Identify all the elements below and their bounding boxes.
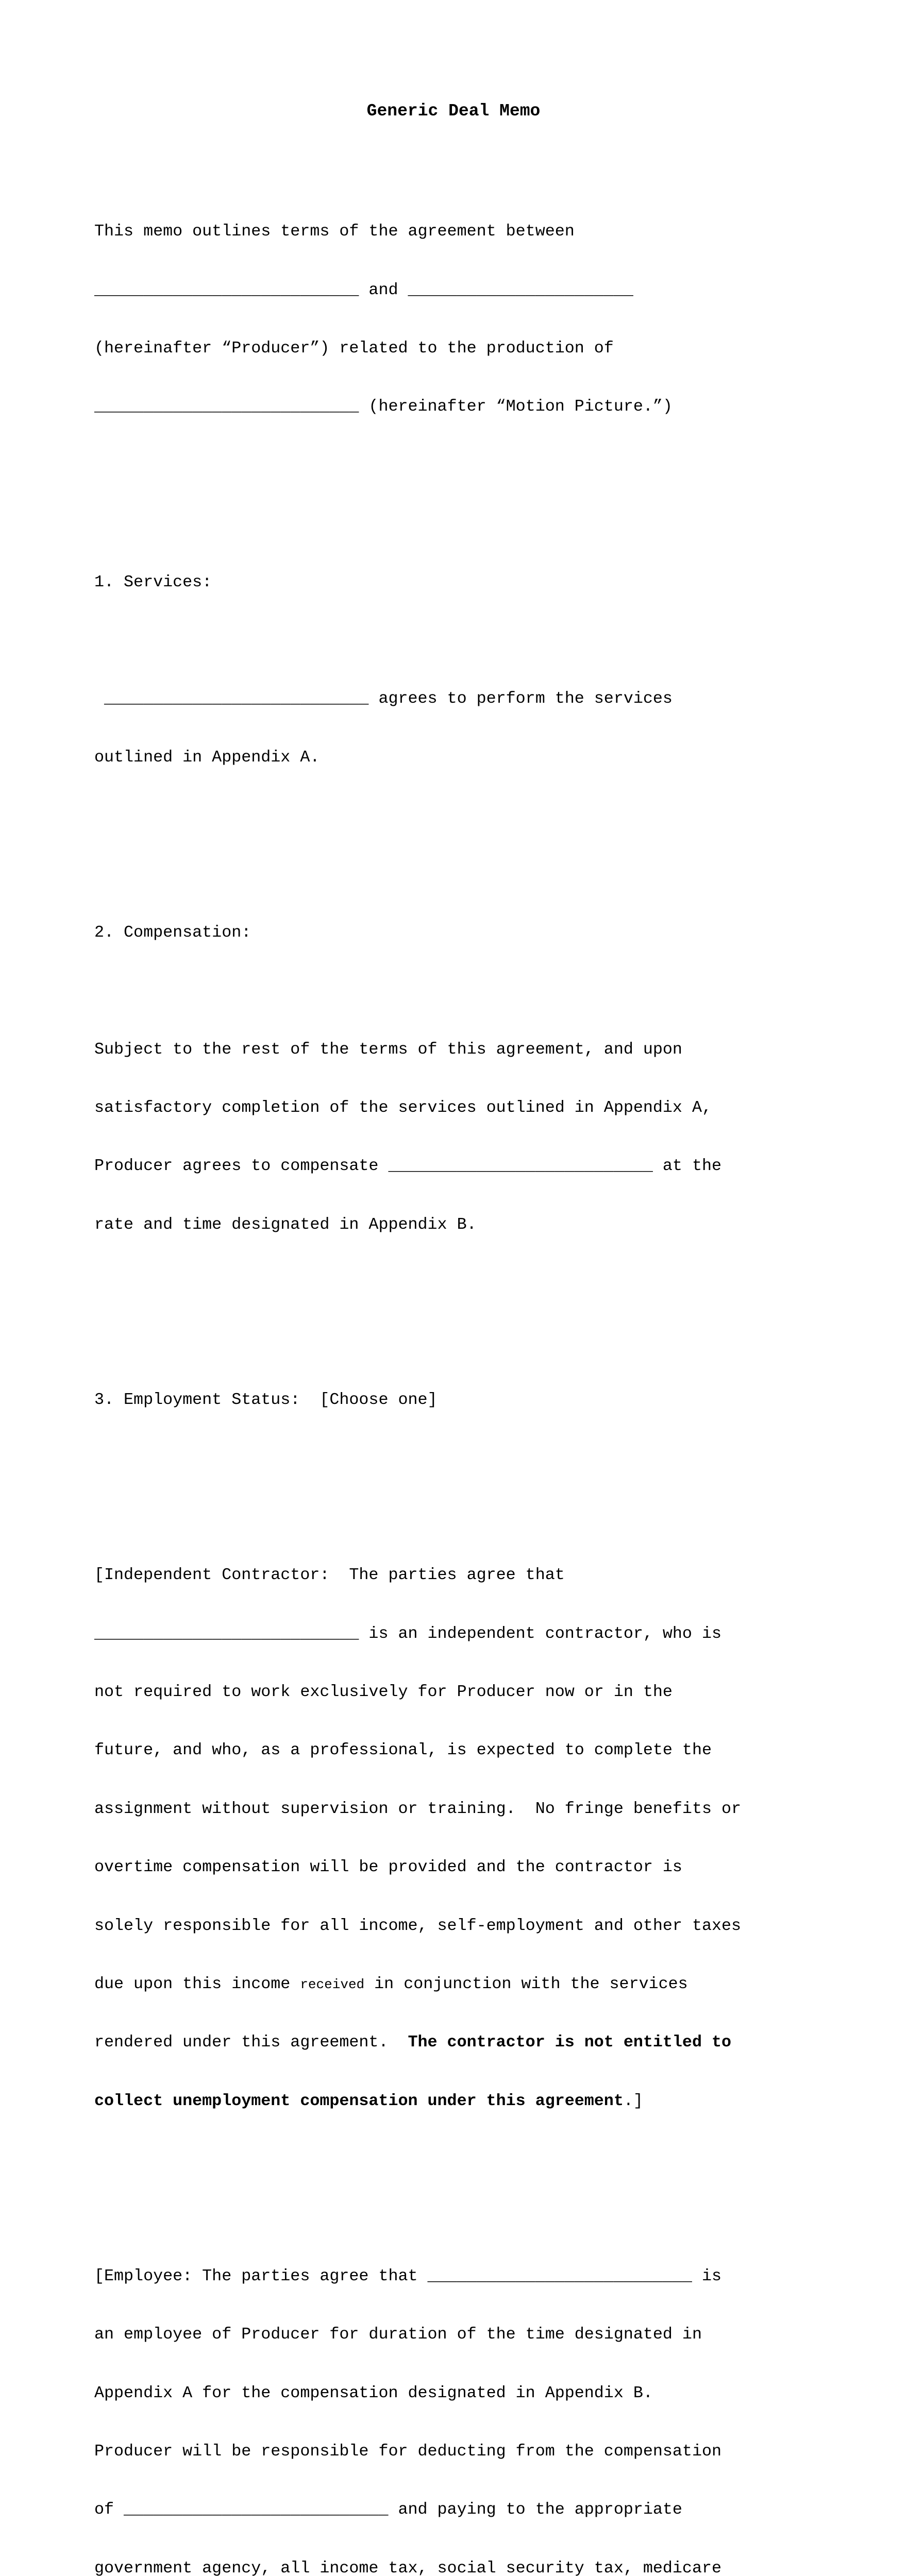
compensation-line-4: rate and time designated in Appendix B.	[94, 1215, 477, 1234]
blank-employee-compensation: ___________________________	[124, 2500, 389, 2519]
unemployment-notice: The contractor is not entitled to	[408, 2033, 732, 2052]
independent-line-1: [Independent Contractor: The parties agree that	[94, 1566, 565, 1585]
services-line-1: ___________________________ agrees to perform the services	[94, 689, 673, 708]
blank-party-one: ___________________________	[94, 280, 359, 299]
independent-line-4: future, and who, as a professional, is expected to complete the	[94, 1741, 712, 1760]
blank-compensated-party: ___________________________	[388, 1157, 653, 1176]
document-body	[94, 144, 741, 2576]
services-heading: 1. Services:	[94, 572, 212, 591]
document-title: Generic Deal Memo	[366, 101, 541, 121]
employment-status-heading: 3. Employment Status: [Choose one]	[94, 1391, 438, 1409]
employee-line-6: government agency, all income tax, social security tax, medicare	[94, 2558, 721, 2576]
blank-producer: _______________________	[408, 280, 633, 299]
intro-line-3: (hereinafter “Producer”) related to the production of	[94, 338, 614, 358]
independent-line-10: collect unemployment compensation under this agreement.]	[94, 2091, 643, 2110]
intro-line-4: ___________________________ (hereinafter “Motion Picture.”)	[94, 397, 673, 416]
independent-line-8: due upon this income received in conjunction with the services	[94, 1974, 688, 1993]
employee-line-4: Producer will be responsible for deducting from the compensation	[94, 2442, 721, 2461]
employee-line-5: of ___________________________ and paying to the appropriate	[94, 2500, 682, 2519]
compensation-line-3: Producer agrees to compensate ___________________________ at the	[94, 1157, 721, 1176]
blank-contractor: ___________________________	[94, 1624, 359, 1643]
independent-line-9: rendered under this agreement. The contractor is not entitled to	[94, 2033, 732, 2052]
blank-motion-picture: ___________________________	[94, 397, 359, 416]
compensation-heading: 2. Compensation:	[94, 923, 251, 942]
compensation-line-2: satisfactory completion of the services outlined in Appendix A,	[94, 1098, 712, 1117]
blank-employee: ___________________________	[427, 2266, 692, 2285]
employee-line-2: an employee of Producer for duration of the time designated in	[94, 2325, 702, 2344]
services-line-2: outlined in Appendix A.	[94, 748, 320, 767]
employee-line-1: [Employee: The parties agree that ___________________________ is	[94, 2266, 721, 2285]
independent-line-6: overtime compensation will be provided and the contractor is	[94, 1858, 682, 1877]
independent-line-3: not required to work exclusively for Producer now or in the	[94, 1682, 673, 1701]
independent-line-2: ___________________________ is an independent contractor, who is	[94, 1624, 721, 1643]
intro-line-1: This memo outlines terms of the agreement between	[94, 222, 575, 241]
intro-line-2: ___________________________ and _______________________	[94, 280, 633, 299]
blank-service-provider: ___________________________	[94, 689, 369, 708]
independent-line-7: solely responsible for all income, self-employment and other taxes	[94, 1916, 742, 1935]
compensation-line-1: Subject to the rest of the terms of this agreement, and upon	[94, 1040, 682, 1059]
employee-line-3: Appendix A for the compensation designated in Appendix B.	[94, 2383, 653, 2402]
independent-line-5: assignment without supervision or training. No fringe benefits or	[94, 1799, 742, 1818]
unemployment-notice-cont: collect unemployment compensation under this agreement	[94, 2091, 624, 2110]
